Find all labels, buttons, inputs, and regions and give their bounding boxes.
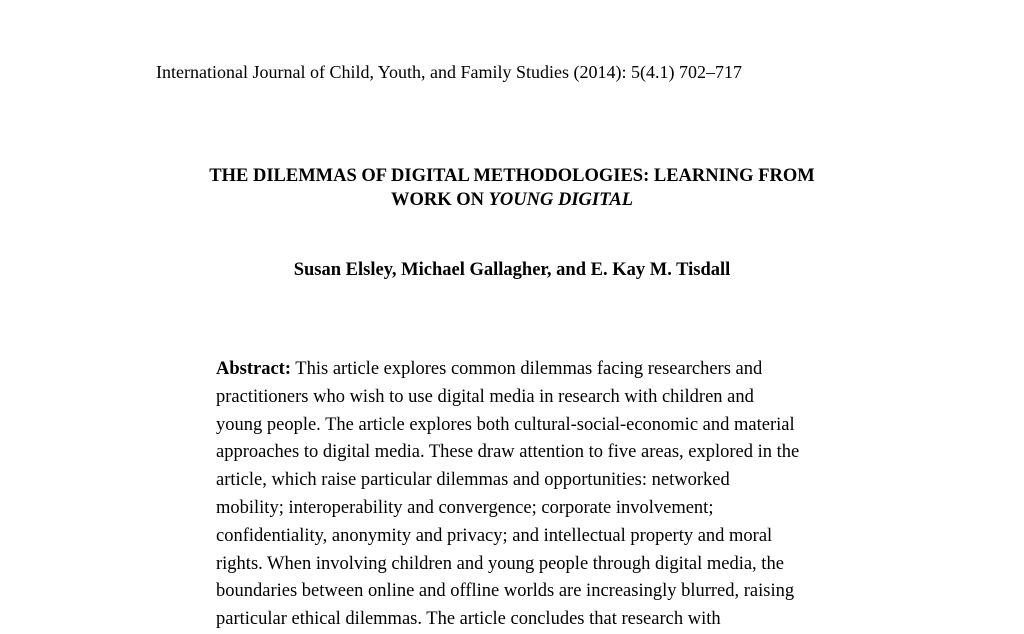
abstract-line-text: This article explores common dilemmas facing researchers and	[291, 359, 763, 379]
article-title-line-2-prefix: WORK ON	[390, 190, 489, 210]
abstract-line: particular ethical dilemmas. The article concludes that research with	[216, 609, 721, 630]
abstract-line: approaches to digital media. These draw attention to five areas, explored in the	[216, 442, 800, 463]
abstract-line	[216, 356, 886, 384]
abstract-line: young people. The article explores both cultural-social-economic and material	[216, 414, 795, 435]
abstract-line: boundaries between online and offline worlds are increasingly blurred, raising	[216, 581, 795, 602]
article-title	[0, 164, 1024, 212]
abstract-line: mobility; interoperability and convergence; corporate involvement;	[216, 497, 714, 518]
article-title-italic-project: YOUNG DIGITAL	[488, 190, 634, 210]
article-title-line-2	[0, 188, 1024, 212]
abstract-section	[216, 356, 886, 634]
abstract-label: Abstract:	[216, 359, 292, 379]
journal-citation: International Journal of Child, Youth, and Family Studies (2014): 5(4.1) 702–717	[156, 62, 742, 82]
abstract-line: rights. When involving children and young people through digital media, the	[216, 553, 784, 574]
article-title-line-1: THE DILEMMAS OF DIGITAL METHODOLOGIES: LEARNING FROM	[209, 166, 815, 186]
article-authors: Susan Elsley, Michael Gallagher, and E. Kay M. Tisdall	[293, 260, 731, 280]
abstract-line: practitioners who wish to use digital media in research with children and	[216, 386, 754, 407]
abstract-line: confidentiality, anonymity and privacy; and intellectual property and moral	[216, 525, 773, 546]
abstract-line: article, which raise particular dilemmas and opportunities: networked	[216, 470, 730, 491]
